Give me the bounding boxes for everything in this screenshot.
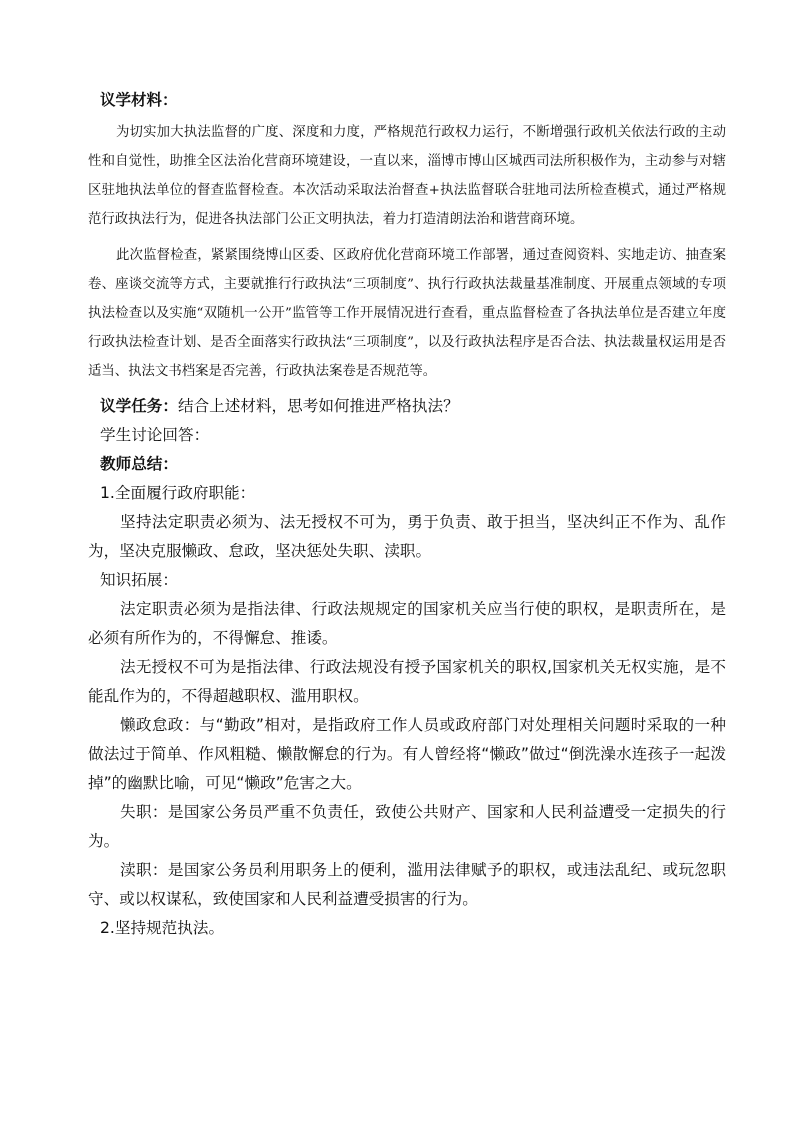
material-paragraph-2: 此次监督检查，紧紧围绕博山区委、区政府优化营商环境工作部署，通过查阅资料、实地走访、抽查案卷、座谈交流等方式，主要就推行行政执法“三项制度”、执行行政执法裁量基准制度、开展重点领域的专项执法检查以及实施“双随机一公开”监管等工作开展情况进行查看，重点监督检查了各执法单位是否建立年度行政执法检查计划、是否全面落实行政执法“三项制度”，以及行政执法程序是否合法、执法裁量权运用是否适当、执法文书档案是否完善，行政执法案卷是否规范等。 <box>88 248 726 379</box>
task-line <box>100 392 726 421</box>
task-text: 结合上述材料，思考如何推进严格执法？ <box>177 397 459 415</box>
task-label: 议学任务： <box>100 397 178 415</box>
extension-label: 知识拓展： <box>100 571 178 589</box>
summary-heading: 教师总结： <box>100 455 178 473</box>
point-2-heading: 2.坚持规范执法。 <box>100 919 225 937</box>
extension-paragraph-2: 法无授权不可为是指法律、行政法规没有授予国家机关的职权,国家机关无权实施，是不能乱作为的，不得超越职权、滥用职权。 <box>88 658 726 705</box>
document-page <box>88 88 726 943</box>
discussion-line: 学生讨论回答： <box>100 426 210 444</box>
extension-paragraph-3: 懒政怠政：与“勤政”相对，是指政府工作人员或政府部门对处理相关问题时采取的一种做法过于简单、作风粗糙、懒散懈怠的行为。有人曾经将“懒政”做过“倒洗澡水连孩子一起泼掉”的幽默比喻，可见“懒政”危害之大。 <box>88 716 726 792</box>
point-1-heading: 1.全面履行政府职能： <box>100 484 256 502</box>
material-heading: 议学材料： <box>100 91 178 109</box>
point-1-text: 坚持法定职责必须为、法无授权不可为，勇于负责、敢于担当，坚决纠正不作为、乱作为，坚决克服懒政、怠政，坚决惩处失职、渎职。 <box>88 513 726 560</box>
extension-paragraph-5: 渎职：是国家公务员利用职务上的便利，滥用法律赋予的职权，或违法乱纪、或玩忽职守、或以权谋私，致使国家和人民利益遭受损害的行为。 <box>88 861 726 908</box>
extension-paragraph-4: 失职：是国家公务员严重不负责任，致使公共财产、国家和人民利益遭受一定损失的行为。 <box>88 803 726 850</box>
material-paragraph-1: 为切实加大执法监督的广度、深度和力度，严格规范行政权力运行，不断增强行政机关依法行政的主动性和自觉性，助推全区法治化营商环境建设，一直以来，淄博市博山区城西司法所积极作为，主动参与对辖区驻地执法单位的督查监督检查。本次活动采取法治督查+执法监督联合驻地司法所检查模式，通过严格规范行政执法行为，促进各执法部门公正文明执法，着力打造清朗法治和谐营商环境。 <box>88 125 726 227</box>
extension-paragraph-1: 法定职责必须为是指法律、行政法规规定的国家机关应当行使的职权，是职责所在，是必须有所作为的，不得懈怠、推诿。 <box>88 600 726 647</box>
